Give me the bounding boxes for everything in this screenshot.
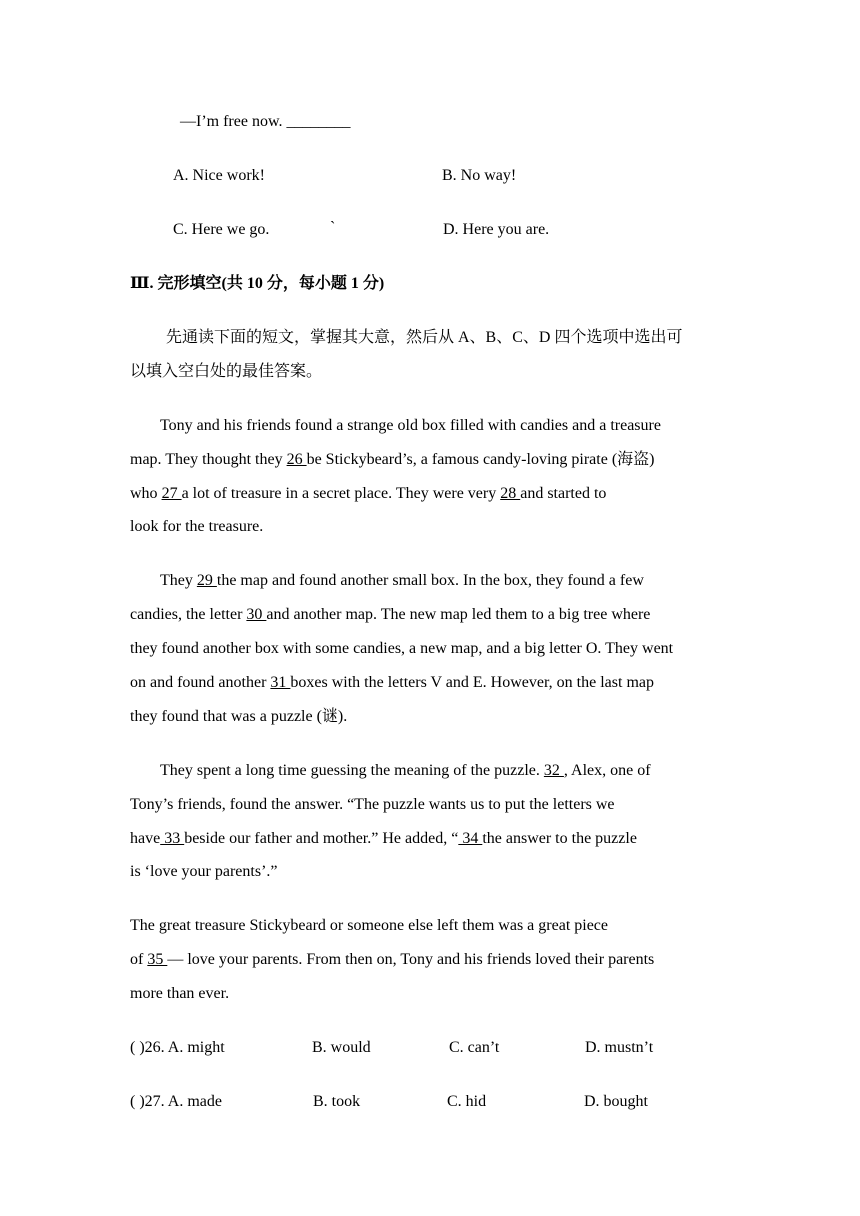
passage-p2-line4: on and found another 31 boxes with the letters V and E. However, on the last map bbox=[130, 674, 654, 691]
blank-26: 26 bbox=[286, 451, 307, 468]
question-27-option-c: C. hid bbox=[447, 1093, 487, 1110]
passage-p4-line2: of 35 — love your parents. From then on, Tony and his friends loved their parents bbox=[130, 951, 655, 968]
question-27-stem: ( )27. A. made bbox=[130, 1093, 222, 1110]
question-26-option-b: B. would bbox=[312, 1039, 371, 1056]
dialogue-line: —I’m free now. ________ bbox=[180, 113, 351, 130]
question-26-option-c: C. can’t bbox=[449, 1039, 500, 1056]
blank-32: 32 bbox=[543, 762, 564, 779]
passage-p2-line5: they found that was a puzzle (谜). bbox=[130, 708, 348, 725]
question-27-option-b: B. took bbox=[313, 1093, 361, 1110]
question-27-option-d: D. bought bbox=[584, 1093, 648, 1110]
option-b: B. No way! bbox=[442, 167, 517, 184]
passage-p2-line2: candies, the letter 30 and another map. The new map led them to a big tree where bbox=[130, 606, 651, 623]
blank-30: 30 bbox=[246, 606, 267, 623]
blank-34: 34 bbox=[458, 830, 483, 847]
option-a: A. Nice work! bbox=[173, 167, 265, 184]
passage-p3-line1: They spent a long time guessing the meaning of the puzzle. 32 , Alex, one of bbox=[160, 762, 651, 779]
blank-29: 29 bbox=[196, 572, 217, 589]
passage-p4-line3: more than ever. bbox=[130, 985, 230, 1002]
blank-35: 35 bbox=[147, 951, 168, 968]
blank-33: 33 bbox=[160, 830, 185, 847]
blank-28: 28 bbox=[500, 485, 521, 502]
instruction-line-1: 先通读下面的短文，掌握其大意，然后从 A、B、C、D 四个选项中选出可 bbox=[166, 329, 683, 346]
passage-p4-line1: The great treasure Stickybeard or someone else left them was a great piece bbox=[130, 917, 609, 934]
passage-p3-line3: have 33 beside our father and mother.” He added, “ 34 the answer to the puzzle bbox=[130, 830, 637, 847]
passage-p2-line3: they found another box with some candies, a new map, and a big letter O. They went bbox=[130, 640, 674, 657]
section-heading: Ⅲ. 完形填空(共 10 分，每小题 1 分) bbox=[130, 275, 385, 292]
option-d: D. Here you are. bbox=[443, 221, 550, 238]
option-c: C. Here we go. bbox=[173, 221, 270, 238]
passage-p1-line4: look for the treasure. bbox=[130, 518, 264, 535]
question-26-option-d: D. mustn’t bbox=[585, 1039, 654, 1056]
passage-p2-line1: They 29 the map and found another small box. In the box, they found a few bbox=[160, 572, 644, 589]
passage-p3-line2: Tony’s friends, found the answer. “The puzzle wants us to put the letters we bbox=[130, 796, 615, 813]
passage-p1-line3: who 27 a lot of treasure in a secret place. They were very 28 and started to bbox=[130, 485, 607, 502]
passage-p1-line2: map. They thought they 26 be Stickybeard’s, a famous candy-loving pirate (海盗) bbox=[130, 451, 655, 468]
passage-p3-line4: is ‘love your parents’.” bbox=[130, 863, 278, 880]
blank-31: 31 bbox=[270, 674, 291, 691]
passage-p1-line1: Tony and his friends found a strange old box filled with candies and a treasure bbox=[160, 417, 661, 434]
question-26-stem: ( )26. A. might bbox=[130, 1039, 225, 1056]
instruction-line-2: 以填入空白处的最佳答案。 bbox=[130, 363, 323, 380]
stray-mark: ` bbox=[330, 219, 336, 236]
blank-27: 27 bbox=[161, 485, 182, 502]
